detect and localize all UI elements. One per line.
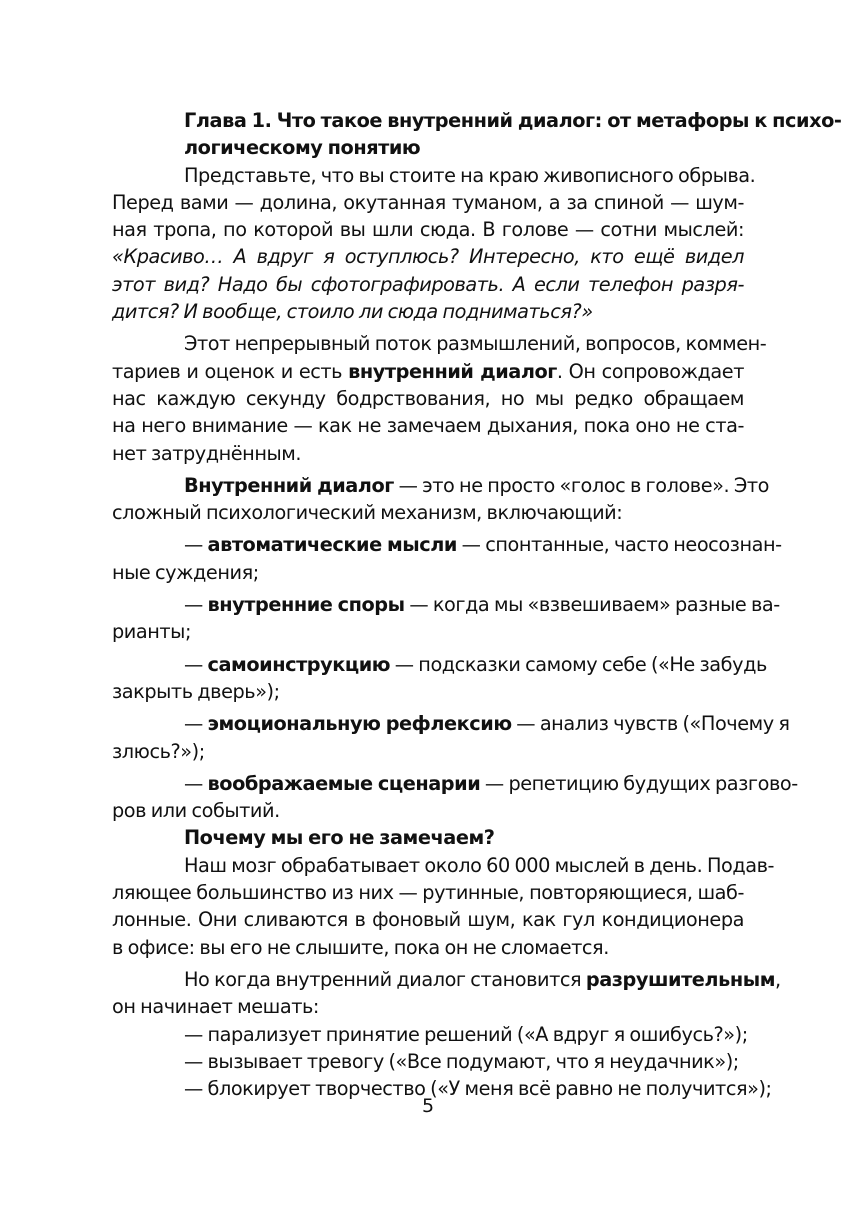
effect-item-1: — парализует принятие решений («А вдруг я ошибусь?»); [184,1022,748,1046]
paragraph-5-line-1 [112,966,781,993]
paragraph-3-text: — это не просто «голос в голове». Это [393,473,769,497]
paragraph-3-line-2: сложный психологический механизм, включающий: [112,501,623,525]
list-text: — когда мы «взвешиваем» разные ва- [404,593,780,617]
effect-item-3: — блокирует творчество («У меня всё равно не получится»); [184,1077,772,1101]
list-text: — спонтанные, часто неосознан- [457,533,782,557]
paragraph-5-text-a: Но когда внутренний диалог становится [184,967,586,991]
dash: — [184,771,208,795]
paragraph-4-line-4: в офисе: вы его не слышите, пока он не сломается. [112,935,609,959]
paragraph-1-line-3: ная тропа, по которой вы шли сюда. В голове — сотни мыслей: [112,218,744,242]
list-item-3-line-2: закрыть дверь»); [112,679,280,703]
paragraph-1-line-4: «Красиво… А вдруг я оступлюсь? Интересно, кто ещё видел [112,245,744,269]
paragraph-2-text-b: . Он сопровождает [556,359,744,383]
effect-item-2: — вызывает тревогу («Все подумают, что я неудачник»); [184,1049,739,1073]
list-text: — репетицию будущих разгово- [480,771,798,795]
list-text: — анализ чувств («Почему я [511,712,790,736]
chapter-heading-line-2: логическому понятию [184,136,421,160]
paragraph-2-line-3: нас каждую секунду бодрствования, но мы редко обращаем [112,386,744,410]
list-item-1-line-2: ные суждения; [112,560,259,584]
list-item-5-line-1 [112,770,798,797]
chapter-heading-line-1: Глава 1. Что такое внутренний диалог: от метафоры к психо- [184,109,842,132]
list-item-2-line-2: рианты; [112,620,191,644]
paragraph-2-line-2 [112,358,744,385]
list-term: эмоциональную рефлексию [207,712,512,736]
list-term: воображаемые сценарии [207,771,481,795]
paragraph-1-line-1: Представьте, что вы стоите на краю живописного обрыва. [184,163,756,187]
list-term: автоматические мысли [207,533,457,557]
subheading: Почему мы его не замечаем? [184,826,495,850]
paragraph-5-text-b: , [775,967,781,991]
dash: — [184,533,208,557]
paragraph-1-line-6: дится? И вообще, стоило ли сюда подниматься?» [112,300,593,324]
paragraph-4-line-3: лонные. Они сливаются в фоновый шум, как гул кондиционера [112,908,744,932]
term-internal-dialogue: внутренний диалог [348,359,557,383]
list-term: внутренние споры [207,593,405,617]
paragraph-5-line-2: он начинает мешать: [112,995,319,1019]
page-text [112,107,842,1102]
list-term: самоинструкцию [207,652,391,676]
list-text: — подсказки самому себе («Не забудь [390,652,767,676]
paragraph-2-line-4: на него внимание — как не замечаем дыхания, пока оно не ста- [112,414,744,438]
paragraph-4-line-1: Наш мозг обрабатывает около 60 000 мыслей в день. Подав- [184,853,775,877]
term-internal-dialogue-2: Внутренний диалог [184,473,394,497]
paragraph-4-line-2: ляющее большинство из них — рутинные, повторяющиеся, шаб- [112,881,744,905]
dash: — [184,593,208,617]
list-item-4-line-2: злюсь?»); [112,739,205,763]
dash: — [184,712,208,736]
list-item-1-line-1 [112,531,782,558]
term-destructive: разрушительным [585,967,776,991]
paragraph-2-line-5: нет затруднённым. [112,441,302,465]
paragraph-1-line-5: этот вид? Надо бы сфотографировать. А если телефон разря- [112,272,744,296]
list-item-5-line-2: ров или событий. [112,799,280,823]
paragraph-3-line-1 [112,472,769,499]
dash: — [184,652,208,676]
list-item-4-line-1 [112,710,790,737]
list-item-3-line-1 [112,651,767,678]
paragraph-1-line-2: Перед вами — долина, окутанная туманом, а за спиной — шум- [112,190,744,214]
paragraph-2-line-1: Этот непрерывный поток размышлений, вопросов, коммен- [184,332,767,356]
paragraph-2-text-a: тариев и оценок и есть [112,359,349,383]
page-number: 5 [421,1095,435,1117]
list-item-2-line-1 [112,591,780,618]
